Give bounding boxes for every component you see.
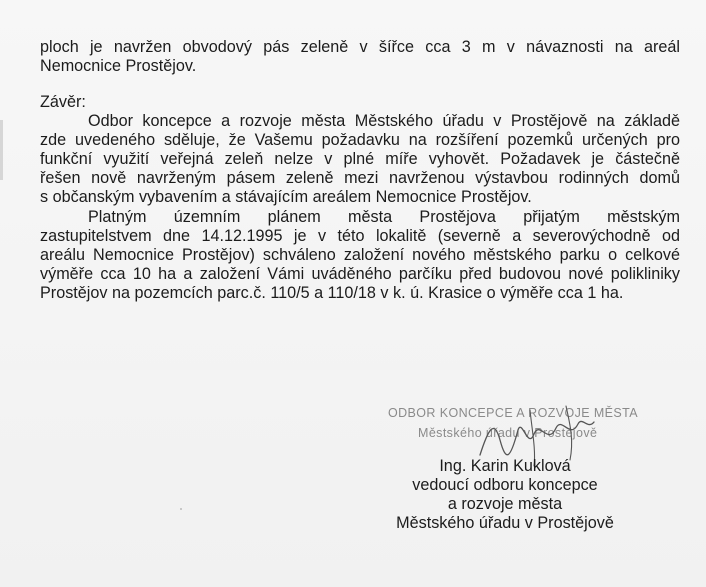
heading-text: Závěr: [40,93,86,111]
text-line: zastupitelstvem dne 14.12.1995 je v této lokalitě (severně a severovýchodně od [40,227,680,245]
signatory-office: Městského úřadu v Prostějově [396,514,614,532]
text-line: výměře cca 10 ha a založení Vámi uváděného parčíku před budovou nové polikliniky [40,265,680,283]
text-line: funkční využití veřejná zeleň nelze v plné míře vyhovět. Požadavek je částečně [40,150,680,168]
signatory-title: a rozvoje města [447,495,563,513]
text-line: zde uvedeného sděluje, že Vašemu požadavku na rozšíření pozemků určených pro [40,131,680,149]
conclusion-paragraph-1 [40,112,680,207]
stamp-line-1: ODBOR KONCEPCE A ROZVOJE MĚSTA [388,406,639,420]
text-line: Platným územním plánem města Prostějova přijatým městským [88,208,680,226]
signature-block [360,457,650,533]
text-line: Odbor koncepce a rozvoje města Městského úřadu v Prostějově na základě [88,112,680,130]
conclusion-heading [40,93,680,112]
text-line: s občanským vybavením a stávajícím areálem Nemocnice Prostějov. [40,188,532,206]
scan-edge-mark [0,120,3,180]
stamp-line-2: Městského úřadu v Prostějově [418,426,598,440]
text-line: ploch je navržen obvodový pás zeleně v šířce cca 3 m v návaznosti na areál [40,38,680,56]
signatory-title: vedoucí odboru koncepce [412,476,598,494]
conclusion-paragraph-2 [40,208,680,303]
text-line: Nemocnice Prostějov. [40,57,197,75]
text-line: řešen nově navrženým pásem zeleně mezi navrženou výstavbou rodinných domů [40,169,680,187]
intro-paragraph [40,38,680,76]
text-line: areálu Nemocnice Prostějov) schváleno založení nového městského parku o celkové [40,246,680,264]
scan-speck [180,508,182,510]
signatory-name: Ing. Karin Kuklová [439,457,571,475]
text-line: Prostějov na pozemcích parc.č. 110/5 a 110/18 v k. ú. Krasice o výměře cca 1 ha. [40,284,624,302]
